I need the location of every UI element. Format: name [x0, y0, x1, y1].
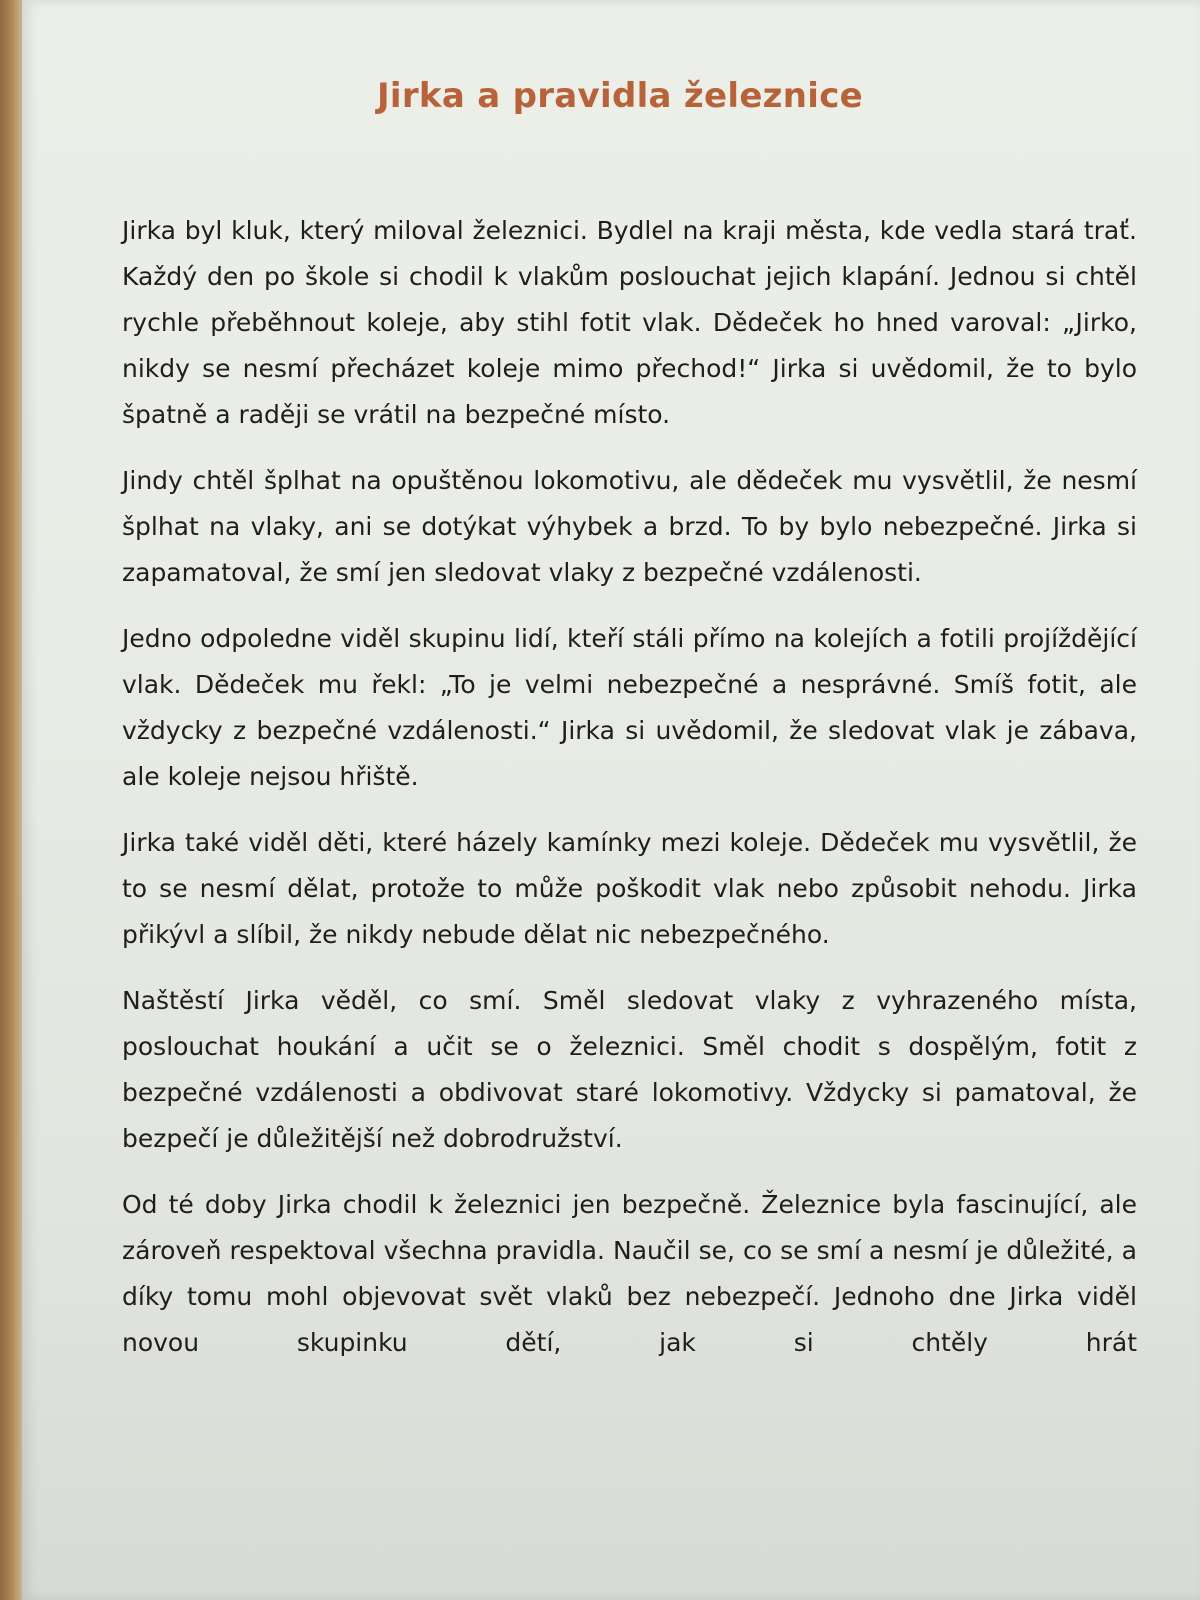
paragraph-5: Naštěstí Jirka věděl, co smí. Směl sledovat vlaky z vyhrazeného místa, poslouchat houkání a učit se o železnici. Směl chodit s dospělým, fotit z bezpečné vzdálenosti a obdivovat staré lokomotivy. Vždycky si pamatoval, že bezpečí je důležitější než dobrodružství. — [122, 986, 1137, 1153]
paragraph-1: Jirka byl kluk, který miloval železnici. Bydlel na kraji města, kde vedla stará trať. Každý den po škole si chodil k vlakům poslouchat jejich klapání. Jednou si chtěl rychle přeběhnout koleje, aby stihl fotit vlak. Dědeček ho hned varoval: „Jirko, nikdy se nesmí přecházet koleje mimo přechod!“ Jirka si uvědomil, že to bylo špatně a raději se vrátil na bezpečné místo. — [122, 216, 1137, 429]
paragraph-4: Jirka také viděl děti, které házely kamínky mezi koleje. Dědeček mu vysvětlil, že to se nesmí dělat, protože to může poškodit vlak nebo způsobit nehodu. Jirka přikývl a slíbil, že nikdy nebude dělat nic nebezpečného. — [122, 828, 1137, 949]
paragraph-3: Jedno odpoledne viděl skupinu lidí, kteří stáli přímo na kolejích a fotili projíždějící vlak. Dědeček mu řekl: „To je velmi nebezpečné a nesprávné. Smíš fotit, ale vždycky z bezpečné vzdálenosti.“ Jirka si uvědomil, že sledovat vlak je zábava, ale koleje nejsou hřiště. — [122, 624, 1137, 791]
paragraph-2: Jindy chtěl šplhat na opuštěnou lokomotivu, ale dědeček mu vysvětlil, že nesmí šplhat na vlaky, ani se dotýkat výhybek a brzd. To by bylo nebezpečné. Jirka si zapamatoval, že smí jen sledovat vlaky z bezpečné vzdálenosti. — [122, 466, 1137, 587]
document-title: Jirka a pravidla železnice — [376, 76, 864, 116]
paragraph-6: Od té doby Jirka chodil k železnici jen bezpečně. Železnice byla fascinující, ale zároveň respektoval všechna pravidla. Naučil se, co se smí a nesmí je důležité, a díky tomu mohl objevovat svět vlaků bez nebezpečí. Jednoho dne Jirka viděl novou skupinku dětí, jak si chtěly hrát — [122, 1190, 1137, 1357]
story-body — [122, 208, 1137, 1366]
